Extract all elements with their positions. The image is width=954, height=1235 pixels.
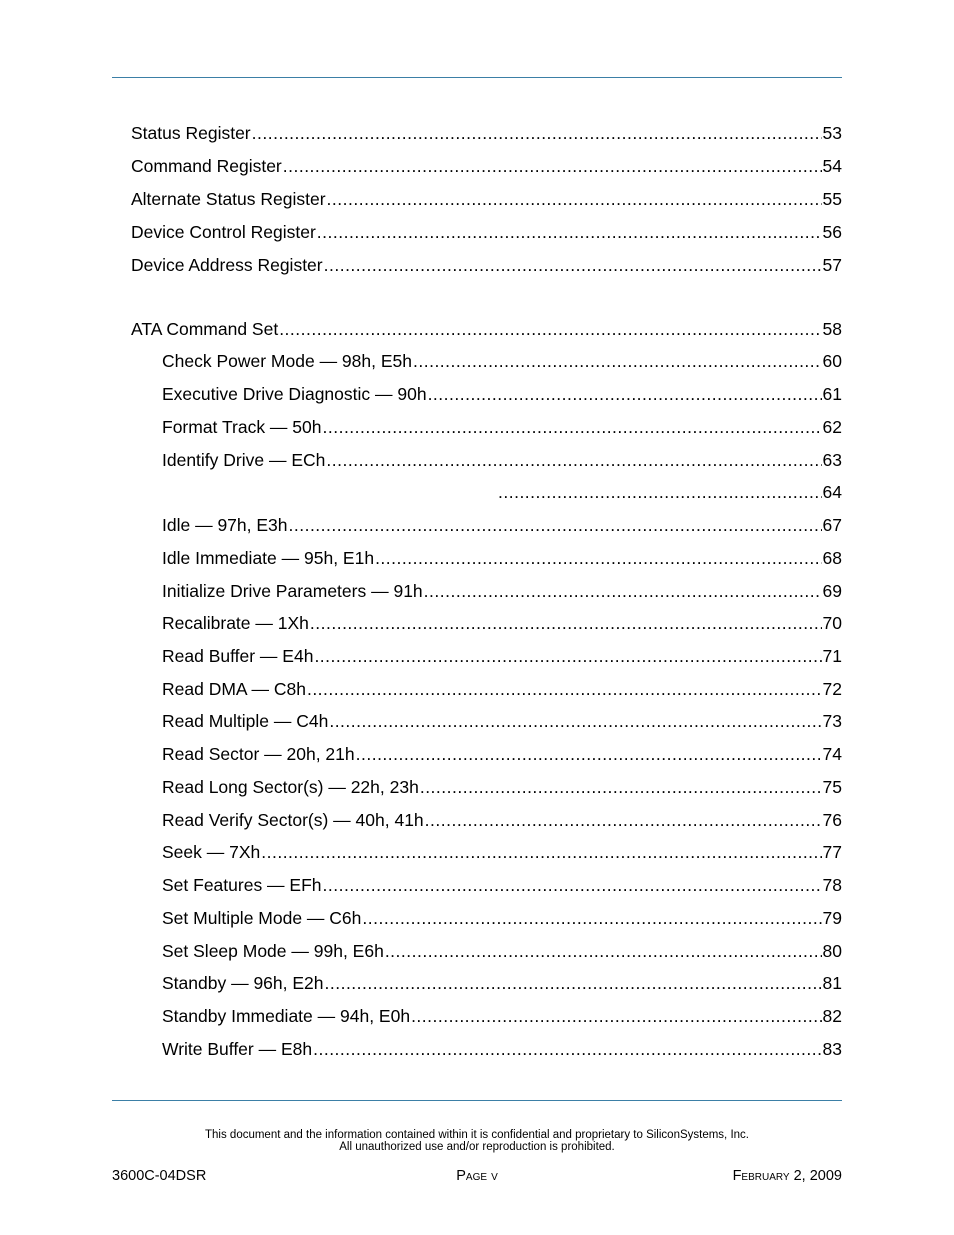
toc-entry-label: Recalibrate — 1Xh xyxy=(162,613,309,633)
toc-dot-leader xyxy=(356,743,822,765)
toc-entry-page: 76 xyxy=(822,810,842,830)
toc-entry-label: Set Multiple Mode — C6h xyxy=(162,908,362,928)
toc-entry[interactable] xyxy=(162,512,842,536)
toc-entry[interactable] xyxy=(162,938,842,962)
toc-dot-leader xyxy=(329,710,821,732)
toc-entry-page: 57 xyxy=(822,255,842,275)
toc-entry-label: Set Features — EFh xyxy=(162,875,322,895)
toc-entry-page: 70 xyxy=(822,613,842,633)
document-date: February 2, 2009 xyxy=(732,1168,842,1184)
toc-entry-page: 58 xyxy=(822,319,842,339)
toc-entry-label: Alternate Status Register xyxy=(131,189,326,209)
toc-entry[interactable] xyxy=(131,316,842,340)
toc-entry[interactable] xyxy=(162,348,842,372)
toc-entry-label: Device Address Register xyxy=(131,255,323,275)
toc-entry[interactable] xyxy=(131,186,842,210)
toc-entry-page: 69 xyxy=(822,581,842,601)
toc-entry-label: Format Track — 50h xyxy=(162,417,322,437)
toc-entry-label: Status Register xyxy=(131,123,251,143)
toc-entry[interactable] xyxy=(497,479,842,503)
toc-dot-leader xyxy=(317,221,822,243)
toc-dot-leader xyxy=(307,678,822,700)
toc-entry-label: Read DMA — C8h xyxy=(162,679,306,699)
toc-entry-page: 77 xyxy=(822,842,842,862)
toc-dot-leader xyxy=(279,318,821,340)
toc-entry-page: 62 xyxy=(822,417,842,437)
toc-dot-leader xyxy=(425,809,822,831)
toc-entry-label: Command Register xyxy=(131,156,282,176)
toc-entry-label: Executive Drive Diagnostic — 90h xyxy=(162,384,427,404)
toc-entry[interactable] xyxy=(162,905,842,929)
toc-dot-leader xyxy=(283,155,822,177)
toc-entry[interactable] xyxy=(131,120,842,144)
toc-dot-leader xyxy=(324,254,822,276)
toc-dot-leader xyxy=(313,1038,821,1060)
footer-rule xyxy=(112,1100,842,1101)
toc-entry[interactable] xyxy=(162,839,842,863)
toc-entry-label: Set Sleep Mode — 99h, E6h xyxy=(162,941,384,961)
toc-dot-leader xyxy=(413,350,822,372)
toc-dot-leader xyxy=(362,907,821,929)
toc-dot-leader xyxy=(498,481,822,503)
toc-entry-label: Standby — 96h, E2h xyxy=(162,973,324,993)
confidentiality-notice: This document and the information contained within it is confidential and proprietary to SiliconSystems, Inc. xyxy=(205,1129,749,1141)
toc-entry-page: 82 xyxy=(822,1006,842,1026)
toc-entry[interactable] xyxy=(162,610,842,634)
toc-entry[interactable] xyxy=(162,1036,842,1060)
toc-dot-leader xyxy=(310,612,822,634)
toc-dot-leader xyxy=(289,514,822,536)
toc-dot-leader xyxy=(327,188,822,210)
reproduction-notice: All unauthorized use and/or reproduction is prohibited. xyxy=(339,1141,615,1153)
toc-entry-label: Read Sector — 20h, 21h xyxy=(162,744,355,764)
toc-entry[interactable] xyxy=(162,774,842,798)
toc-entry-page: 74 xyxy=(822,744,842,764)
toc-entry-page: 55 xyxy=(822,189,842,209)
toc-entry-label: Read Long Sector(s) — 22h, 23h xyxy=(162,777,419,797)
toc-entry[interactable] xyxy=(162,676,842,700)
toc-entry-label: Device Control Register xyxy=(131,222,316,242)
toc-entry[interactable] xyxy=(162,381,842,405)
toc-dot-leader xyxy=(323,874,822,896)
toc-entry[interactable] xyxy=(131,153,842,177)
toc-entry-page: 75 xyxy=(822,777,842,797)
toc-entry-label: Read Verify Sector(s) — 40h, 41h xyxy=(162,810,424,830)
toc-entry-label: Seek — 7Xh xyxy=(162,842,261,862)
toc-entry-label: ATA Command Set xyxy=(131,319,279,339)
toc-entry[interactable] xyxy=(131,252,842,276)
toc-entry-page: 72 xyxy=(822,679,842,699)
toc-entry-page: 67 xyxy=(822,515,842,535)
toc-dot-leader xyxy=(325,972,822,994)
document-number: 3600C-04DSR xyxy=(112,1168,207,1184)
toc-dot-leader xyxy=(261,841,821,863)
toc-dot-leader xyxy=(326,449,821,471)
toc-entry[interactable] xyxy=(162,872,842,896)
toc-entry-page: 81 xyxy=(822,973,842,993)
toc-entry-label: Read Multiple — C4h xyxy=(162,711,329,731)
toc-entry-page: 61 xyxy=(822,384,842,404)
toc-entry-page: 78 xyxy=(822,875,842,895)
toc-entry-label: Initialize Drive Parameters — 91h xyxy=(162,581,423,601)
toc-entry-label: Identify Drive — ECh xyxy=(162,450,326,470)
toc-entry-page: 73 xyxy=(822,711,842,731)
toc-entry[interactable] xyxy=(162,447,842,471)
toc-entry[interactable] xyxy=(131,219,842,243)
footer-bar xyxy=(112,1166,842,1186)
toc-dot-leader xyxy=(375,547,821,569)
toc-entry-page: 64 xyxy=(822,482,842,502)
toc-entry-label: Standby Immediate — 94h, E0h xyxy=(162,1006,411,1026)
toc-entry[interactable] xyxy=(162,970,842,994)
toc-entry-label: Idle Immediate — 95h, E1h xyxy=(162,548,375,568)
toc-entry[interactable] xyxy=(162,545,842,569)
toc-entry[interactable] xyxy=(162,708,842,732)
toc-entry-page: 80 xyxy=(822,941,842,961)
toc-entry[interactable] xyxy=(162,578,842,602)
toc-dot-leader xyxy=(424,580,822,602)
toc-dot-leader xyxy=(323,416,822,438)
toc-entry-page: 68 xyxy=(822,548,842,568)
toc-entry[interactable] xyxy=(162,1003,842,1027)
toc-entry-label: Idle — 97h, E3h xyxy=(162,515,288,535)
page-number: Page v xyxy=(456,1168,498,1184)
toc-entry-page: 71 xyxy=(822,646,842,666)
toc-entry-page: 83 xyxy=(822,1039,842,1059)
toc-entry-label: Read Buffer — E4h xyxy=(162,646,314,666)
toc-dot-leader xyxy=(428,383,822,405)
toc-entry-page: 79 xyxy=(822,908,842,928)
header-rule xyxy=(112,77,842,78)
toc-dot-leader xyxy=(420,776,822,798)
toc-entry-page: 54 xyxy=(822,156,842,176)
toc-entry[interactable] xyxy=(162,643,842,667)
toc-dot-leader xyxy=(252,122,822,144)
toc-dot-leader xyxy=(385,940,822,962)
toc-dot-leader xyxy=(411,1005,821,1027)
toc-entry-page: 60 xyxy=(822,351,842,371)
toc-entry-label: Write Buffer — E8h xyxy=(162,1039,313,1059)
toc-entry-page: 63 xyxy=(822,450,842,470)
toc-entry-page: 56 xyxy=(822,222,842,242)
toc-entry[interactable] xyxy=(162,741,842,765)
toc-entry[interactable] xyxy=(162,414,842,438)
toc-entry[interactable] xyxy=(162,807,842,831)
toc-entry-page: 53 xyxy=(822,123,842,143)
toc-dot-leader xyxy=(314,645,821,667)
toc-entry-label: Check Power Mode — 98h, E5h xyxy=(162,351,412,371)
